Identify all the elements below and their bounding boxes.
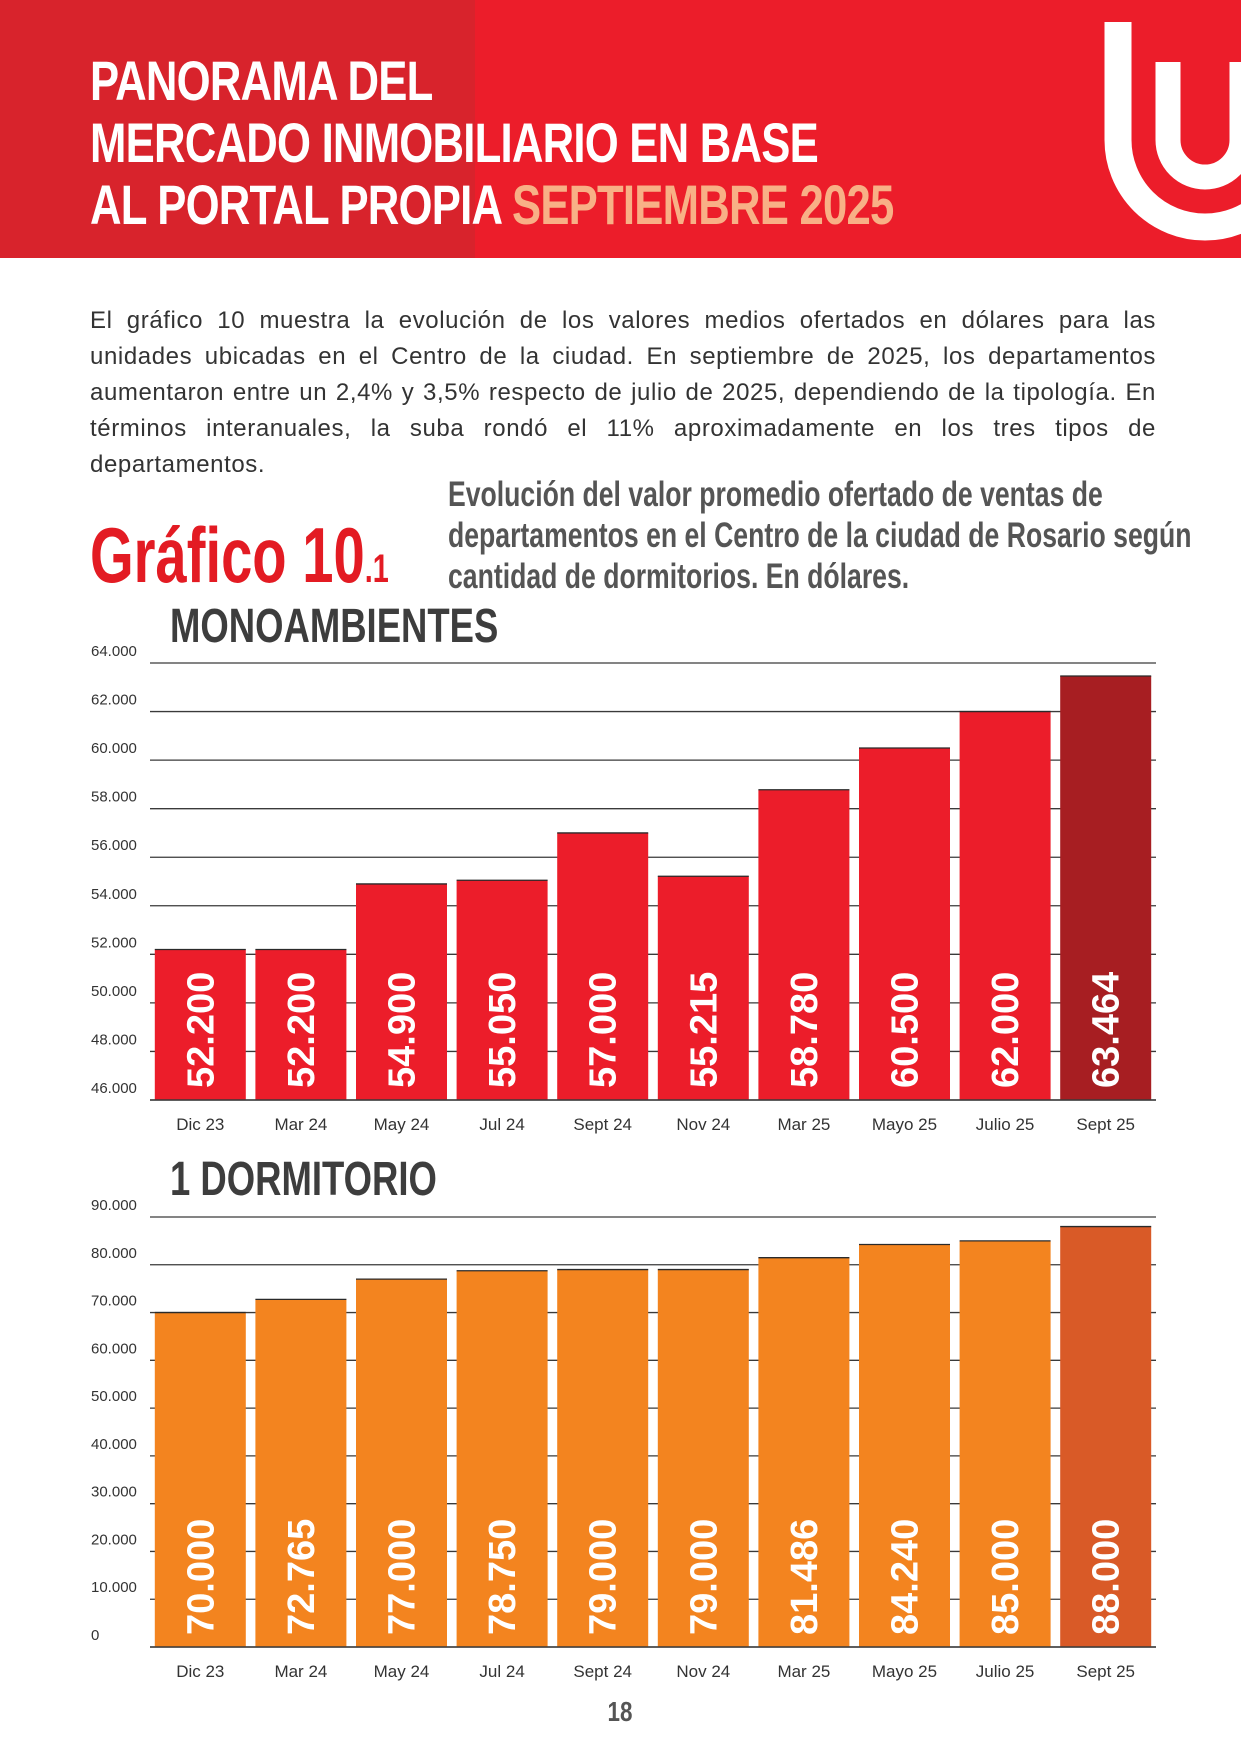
x-tick-label: Julio 25 <box>975 1115 1035 1134</box>
y-tick-label: 48.000 <box>91 1031 137 1049</box>
page-title <box>90 50 894 236</box>
bar-value-label: 79.000 <box>683 1518 726 1635</box>
brand-logo-icon <box>1100 22 1241 242</box>
x-tick-label: Sept 25 <box>1076 1662 1136 1681</box>
graphic-label <box>90 511 389 609</box>
y-tick-label: 54.000 <box>91 885 137 903</box>
y-tick-label: 70.000 <box>91 1292 137 1310</box>
x-tick-label: Mar 24 <box>274 1662 328 1681</box>
x-tick-label: Jul 24 <box>479 1115 525 1134</box>
y-tick-label: 52.000 <box>91 934 137 952</box>
bar-value-label: 70.000 <box>180 1518 223 1635</box>
title-line-2: MERCADO INMOBILIARIO EN BASE <box>90 111 819 174</box>
header-banner <box>0 0 1241 258</box>
title-line-3: AL PORTAL PROPIA <box>90 173 501 236</box>
x-tick-label: Sept 24 <box>573 1662 633 1681</box>
bar-value-label: 62.000 <box>985 971 1028 1088</box>
bar-value-label: 57.000 <box>582 971 625 1088</box>
y-tick-label: 40.000 <box>91 1435 137 1453</box>
y-tick-label: 60.000 <box>91 1340 137 1358</box>
graphic-caption <box>448 474 1191 597</box>
bar-value-label: 84.240 <box>884 1518 927 1635</box>
x-tick-label: Nov 24 <box>676 1115 731 1134</box>
page-number: 18 <box>607 1696 633 1727</box>
chart-1-dormitorio <box>0 1190 1241 1690</box>
y-tick-label: 30.000 <box>91 1483 137 1501</box>
y-tick-label: 10.000 <box>91 1579 137 1597</box>
bar-value-label: 55.215 <box>683 971 726 1088</box>
y-tick-label: 50.000 <box>91 982 137 1000</box>
x-tick-label: Mar 24 <box>274 1115 328 1134</box>
caption-line-1: Evolución del valor promedio ofertado de ventas de <box>448 475 1103 514</box>
bar-value-label: 63.464 <box>1085 971 1128 1088</box>
x-tick-label: Mar 25 <box>777 1115 831 1134</box>
y-tick-label: 90.000 <box>91 1197 137 1214</box>
caption-line-2: departamentos en el Centro de la ciudad de Rosario según <box>448 516 1192 555</box>
y-tick-label: 64.000 <box>91 643 137 660</box>
y-tick-label: 20.000 <box>91 1531 137 1549</box>
bar-value-label: 60.500 <box>884 971 927 1088</box>
bar-value-label: 58.780 <box>783 971 826 1088</box>
x-tick-label: Nov 24 <box>676 1662 731 1681</box>
y-tick-label: 80.000 <box>91 1244 137 1262</box>
bar-value-label: 55.050 <box>482 971 525 1088</box>
x-tick-label: Sept 24 <box>573 1115 633 1134</box>
intro-paragraph: El gráfico 10 muestra la evolución de los valores medios ofertados en dólares para las unidades ubicadas en el Centro de la ciudad. En septiembre de 2025, los departamentos aumentaron entre un 2,4% y 3,5% respecto de julio de 2025, dependiendo de la tipología. En términos interanuales, la suba rondó el 11% aproximadamente en los tres tipos de departamentos. <box>90 307 1156 478</box>
x-tick-label: Mayo 25 <box>871 1662 938 1681</box>
bar-value-label: 72.765 <box>280 1518 323 1635</box>
x-tick-label: May 24 <box>373 1662 430 1681</box>
bar-value-label: 77.000 <box>381 1518 424 1635</box>
caption-line-3: cantidad de dormitorios. En dólares. <box>448 557 910 596</box>
bar-value-label: 78.750 <box>482 1518 525 1635</box>
bar-value-label: 81.486 <box>783 1518 826 1635</box>
chart-title-1-dormitorio: 1 DORMITORIO <box>170 1153 437 1206</box>
x-tick-label: Sept 25 <box>1076 1115 1136 1134</box>
x-tick-label: Dic 23 <box>176 1115 225 1134</box>
x-tick-label: Mar 25 <box>777 1662 831 1681</box>
y-tick-label: 58.000 <box>91 788 137 806</box>
y-tick-label: 56.000 <box>91 837 137 855</box>
y-tick-label: 60.000 <box>91 740 137 758</box>
title-highlight: SEPTIEMBRE 2025 <box>511 173 894 236</box>
title-line-1: PANORAMA DEL <box>90 49 433 112</box>
chart-title-monoambientes: MONOAMBIENTES <box>170 600 499 653</box>
bar-value-label: 52.200 <box>280 971 323 1088</box>
y-tick-label: 50.000 <box>91 1388 137 1406</box>
bar-value-label: 88.000 <box>1085 1518 1128 1635</box>
y-tick-label: 0 <box>91 1627 100 1644</box>
x-tick-label: May 24 <box>373 1115 430 1134</box>
x-tick-label: Mayo 25 <box>871 1115 938 1134</box>
bar-value-label: 85.000 <box>985 1518 1028 1635</box>
bar-value-label: 52.200 <box>180 971 223 1088</box>
chart-monoambientes <box>0 640 1241 1140</box>
y-tick-label: 46.000 <box>91 1080 137 1097</box>
bar-value-label: 79.000 <box>582 1518 625 1635</box>
x-tick-label: Julio 25 <box>975 1662 1035 1681</box>
bar-value-label: 54.900 <box>381 971 424 1088</box>
x-tick-label: Jul 24 <box>479 1662 525 1681</box>
y-tick-label: 62.000 <box>91 691 137 709</box>
x-tick-label: Dic 23 <box>176 1662 225 1681</box>
graphic-label-text: Gráfico 10 <box>90 511 365 599</box>
graphic-label-suffix: .1 <box>364 547 389 591</box>
